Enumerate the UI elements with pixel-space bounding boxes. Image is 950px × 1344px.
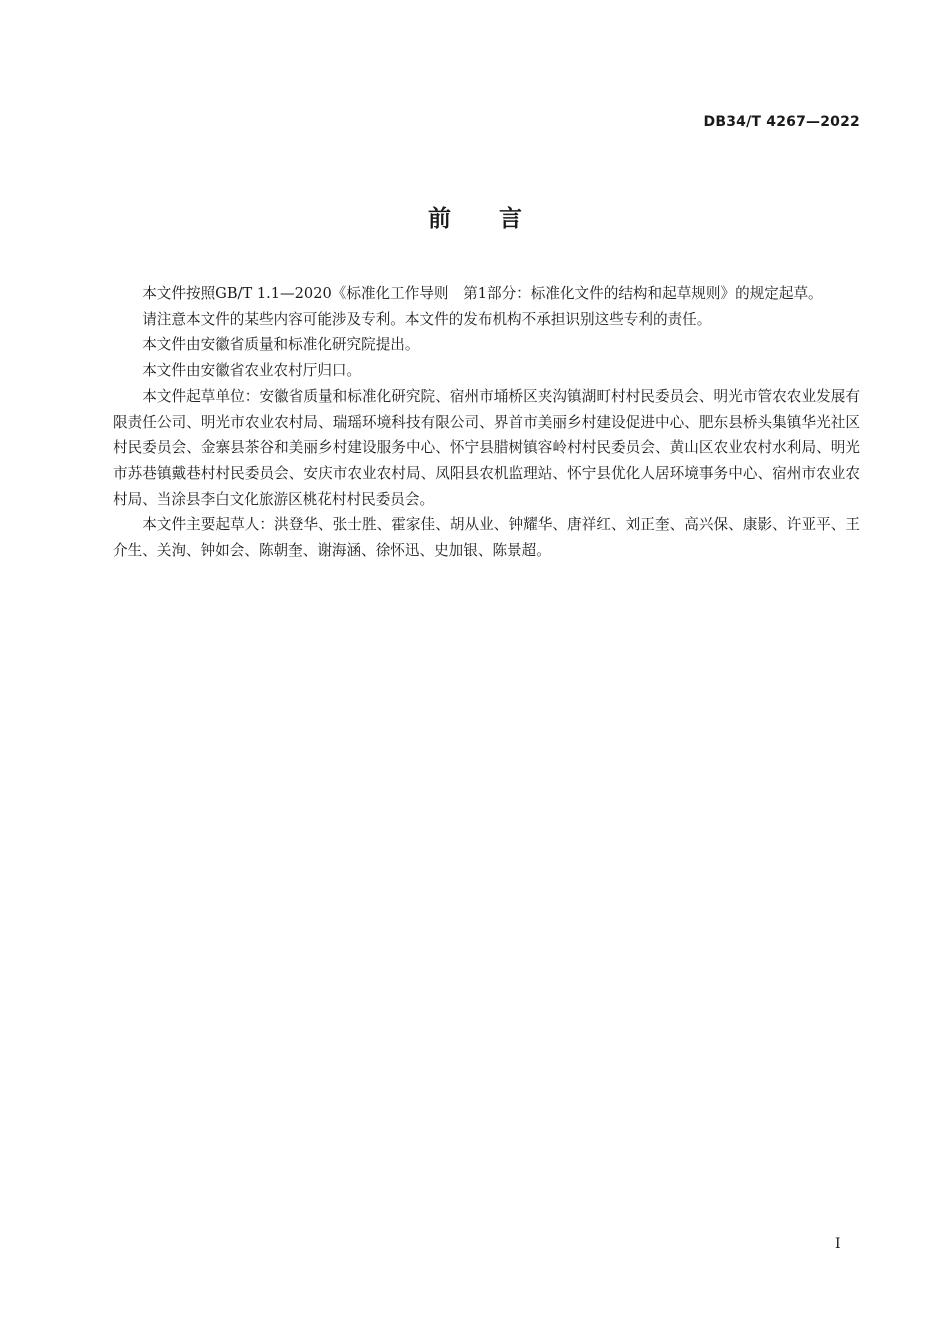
paragraph-drafting-rules: 本文件按照GB/T 1.1—2020《标准化工作导则 第1部分：标准化文件的结构和起草规则》的规定起草。	[142, 285, 823, 302]
paragraph-administrator: 本文件由安徽省农业农村厅归口。	[142, 362, 362, 380]
paragraph-drafters: 本文件主要起草人：洪登华、张士胜、霍家佳、胡从业、钟耀华、唐祥红、刘正奎、高兴保、康影、许亚平、王介生、关洵、钟如会、陈朝奎、谢海涵、徐怀迅、史加银、陈景超。	[113, 516, 860, 560]
paragraph-patent-notice: 请注意本文件的某些内容可能涉及专利。本文件的发布机构不承担识别这些专利的责任。	[142, 310, 712, 328]
paragraph-drafting-units: 本文件起草单位：安徽省质量和标准化研究院、宿州市埇桥区夹沟镇湖町村村民委员会、明光市管农农业发展有限责任公司、明光市农业农村局、瑞瑶环境科技有限公司、界首市美丽乡村建设促进中心、肥东县桥头集镇华光社区村民委员会、金寨县茶谷和美丽乡村建设服务中心、怀宁县腊树镇容岭村村民委员会、黄山区农业农村水利局、明光市苏巷镇戴巷村村民委员会、安庆市农业农村局、凤阳县农机监理站、怀宁县优化人居环境事务中心、宿州市农业农村局、当涂县李白文化旅游区桃花村村民委员会。	[113, 387, 860, 508]
document-code: DB34/T 4267—2022	[703, 114, 860, 130]
page-title: 前言	[428, 206, 570, 232]
paragraph-proposer: 本文件由安徽省质量和标准化研究院提出。	[142, 336, 420, 354]
foreword-body	[113, 281, 860, 564]
page-number: I	[835, 1236, 841, 1252]
